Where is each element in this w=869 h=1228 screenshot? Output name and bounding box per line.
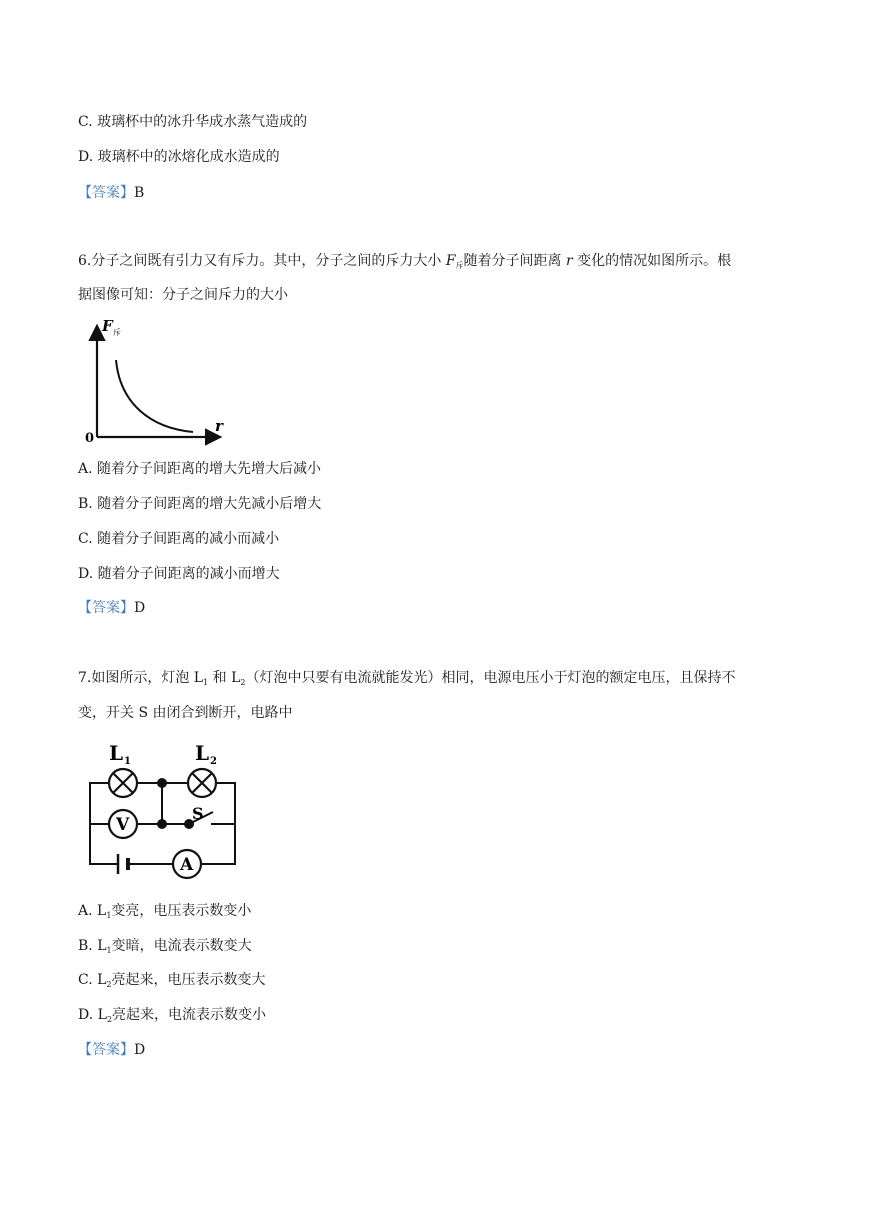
q6-symbol-r: r — [565, 253, 573, 269]
answer-value: D — [134, 1042, 146, 1058]
option-prefix: B. L — [78, 938, 107, 954]
lamp-l1 — [109, 769, 137, 797]
q7-option-b — [78, 936, 252, 958]
option-text: 变亮，电压表示数变小 — [111, 903, 252, 919]
lamp-l1-label: L — [109, 741, 124, 765]
option-subscript: 1 — [106, 911, 112, 920]
option-text: 亮起来，电压表示数变大 — [111, 972, 266, 988]
option-prefix: C. L — [78, 972, 107, 988]
q6-stem-line1 — [78, 251, 731, 273]
lamp-l2-sub: 2 — [210, 756, 217, 767]
q7-subscript: 2 — [240, 678, 246, 687]
q6-option-b: B. 随着分子间距离的增大先减小后增大 — [78, 496, 322, 512]
option-prefix: A. L — [78, 903, 107, 919]
circuit-diagram — [80, 740, 245, 880]
option-text: 亮起来，电流表示数变小 — [112, 1007, 267, 1023]
q6-option-c: C. 随着分子间距离的减小而减小 — [78, 531, 280, 547]
q6-answer — [78, 598, 145, 618]
q5-option-d: D. 玻璃杯中的冰熔化成水造成的 — [78, 149, 280, 165]
lamp-l2 — [188, 769, 216, 797]
q6-symbol-f-sub: 斥 — [455, 261, 464, 270]
graph-x-label: r — [215, 417, 223, 435]
q7-answer — [78, 1040, 145, 1060]
q5-option-c: C. 玻璃杯中的冰升华成水蒸气造成的 — [78, 114, 308, 130]
answer-value: D — [134, 600, 146, 616]
q7-option-a — [78, 901, 251, 923]
option-subscript: 2 — [106, 980, 112, 989]
q6-stem-text: 变化的情况如图所示。根 — [572, 253, 732, 269]
option-subscript: 1 — [106, 946, 112, 955]
graph-origin: 0 — [85, 431, 95, 446]
lamp-l1-sub: 1 — [124, 756, 131, 767]
voltmeter-label: V — [116, 815, 130, 835]
ammeter-label: A — [180, 855, 194, 875]
q6-option-a: A. 随着分子间距离的增大先增大后减小 — [78, 461, 322, 477]
q6-stem-line2: 据图像可知：分子之间斥力的大小 — [78, 287, 288, 303]
q7-stem-line2: 变，开关 S 由闭合到断开，电路中 — [78, 705, 293, 721]
answer-tag: 【答案】 — [78, 185, 134, 201]
q7-stem-line1 — [78, 668, 736, 690]
switch-label: S — [192, 804, 204, 823]
q5-answer — [78, 183, 144, 203]
q7-stem-text: 和 L — [208, 670, 241, 686]
lamp-l2-label: L — [195, 741, 210, 765]
answer-value: B — [134, 185, 145, 201]
answer-tag: 【答案】 — [78, 600, 134, 616]
q6-symbol-f: F — [445, 253, 456, 269]
graph-curve — [116, 360, 193, 432]
graph-y-label: F — [102, 318, 113, 335]
q6-stem-text: 6.分子之间既有引力又有斥力。其中，分子之间的斥力大小 — [78, 253, 446, 269]
option-prefix: D. L — [78, 1007, 107, 1023]
option-text: 变暗，电流表示数变大 — [111, 938, 252, 954]
q7-option-d — [78, 1005, 266, 1027]
option-subscript: 2 — [106, 1015, 113, 1024]
junction-dot — [157, 819, 167, 829]
q7-subscript: 1 — [203, 678, 209, 687]
q7-stem-text: 7.如图所示，灯泡 L — [78, 670, 204, 686]
q7-stem-text: （灯泡中只要有电流就能发光）相同，电源电压小于灯泡的额定电压，且保持不 — [245, 670, 736, 686]
repulsion-force-graph — [80, 318, 240, 446]
q6-stem-text: 随着分子间距离 — [463, 253, 566, 269]
graph-y-label-sub: 斥 — [113, 328, 121, 337]
q7-option-c — [78, 970, 266, 992]
q6-option-d: D. 随着分子间距离的减小而增大 — [78, 566, 280, 582]
junction-dot — [157, 778, 167, 788]
battery — [118, 854, 128, 874]
answer-tag: 【答案】 — [78, 1042, 134, 1058]
